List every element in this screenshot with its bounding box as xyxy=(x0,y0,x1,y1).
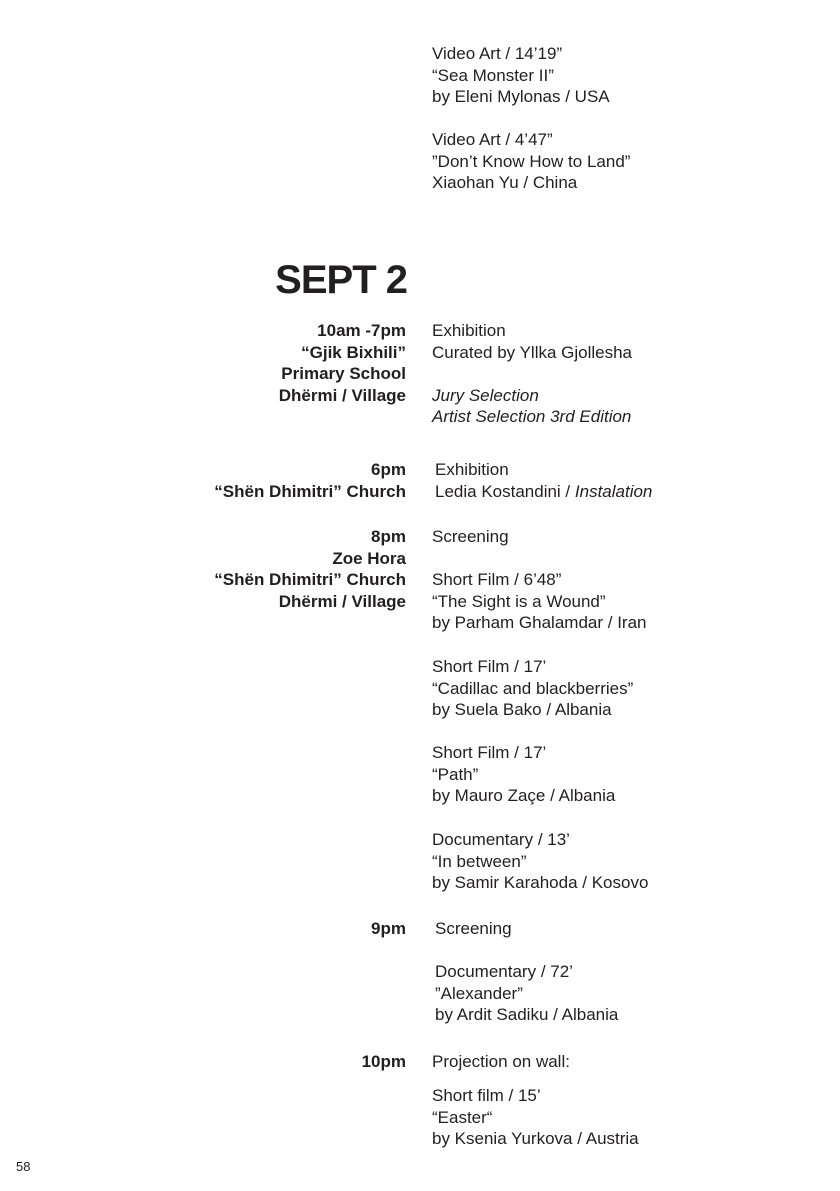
film-item: Short Film / 17’ “Path” by Mauro Zaçe / Albania xyxy=(432,743,616,806)
event-kind: Exhibition xyxy=(435,460,509,479)
event-artist: Ledia Kostandini / xyxy=(435,481,575,501)
event-time-venue xyxy=(214,459,406,502)
event-venue-line: “Shën Dhimitri” Church xyxy=(214,481,406,501)
date-heading: SEPT 2 xyxy=(275,258,407,302)
video-art-item: Video Art / 14’19” “Sea Monster II” by Eleni Mylonas / USA xyxy=(432,44,610,107)
event-time: 6pm xyxy=(371,460,406,479)
event-venue-line: Primary School xyxy=(281,364,406,384)
page-number: 58 xyxy=(16,1159,31,1174)
film-item: Documentary / 72’ ”Alexander” by Ardit Sadiku / Albania xyxy=(435,962,619,1025)
event-venue-line: “Gjik Bixhili” xyxy=(301,342,406,362)
event-venue-line: Zoe Hora xyxy=(332,548,406,568)
event-artist-line xyxy=(435,481,652,503)
film-item: Short Film / 17’ “Cadillac and blackberries” by Suela Bako / Albania xyxy=(432,657,634,720)
event-venue-line: Dhërmi / Village xyxy=(278,591,406,611)
event-kind: Screening xyxy=(432,527,509,546)
video-art-item: Video Art / 4’47” ”Don’t Know How to Land” Xiaohan Yu / China xyxy=(432,130,631,193)
event-kind-line xyxy=(432,1051,570,1073)
event-selection: Artist Selection 3rd Edition xyxy=(432,407,632,427)
event-time-venue xyxy=(279,320,406,406)
event-curator: Curated by Yllka Gjollesha xyxy=(432,342,633,362)
film-item: Short film / 15’ “Easter“ by Ksenia Yurkova / Austria xyxy=(432,1086,639,1149)
event-time-venue xyxy=(214,526,406,612)
event-details xyxy=(435,459,652,502)
event-kind-suffix: : xyxy=(565,1052,570,1071)
event-kind: Exhibition xyxy=(432,321,506,340)
film-item: Short Film / 6’48” “The Sight is a Wound” by Parham Ghalamdar / Iran xyxy=(432,570,647,633)
event-medium: Instalation xyxy=(574,481,653,501)
event-kind: Screening xyxy=(435,919,512,938)
event-venue-line: Dhërmi / Village xyxy=(278,385,406,405)
event-time: 9pm xyxy=(371,919,406,938)
film-item: Documentary / 13’ “In between” by Samir Karahoda / Kosovo xyxy=(432,830,649,893)
event-time: 10pm xyxy=(361,1052,406,1071)
event-venue-line: “Shën Dhimitri” Church xyxy=(214,570,406,590)
event-selection: Jury Selection xyxy=(432,385,539,405)
event-details xyxy=(432,320,632,428)
event-time: 8pm xyxy=(371,527,406,546)
event-kind: Projection on wall xyxy=(432,1052,566,1071)
event-time: 10am -7pm xyxy=(317,321,406,340)
